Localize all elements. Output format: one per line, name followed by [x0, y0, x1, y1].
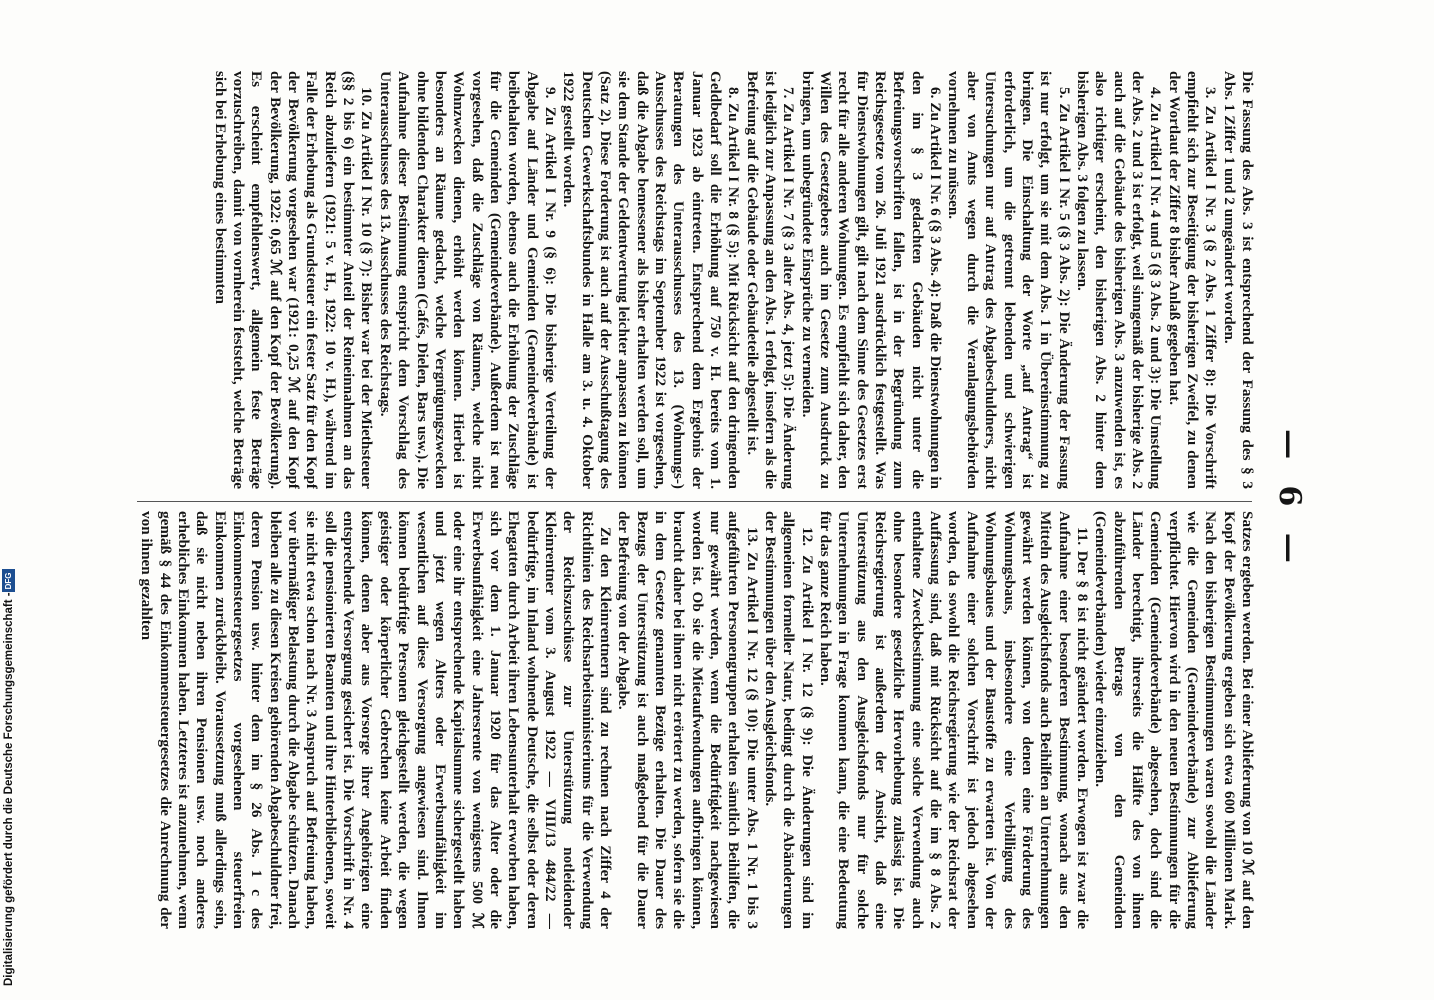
paragraph: 4. Zu Artikel I Nr. 4 und 5 (§ 3 Abs. 2 und 3): Die Umstellung der Abs. 2 und 3 ist erfolgt, weil sinngemäß der bisherige Abs. 2 auch auf die Gebäude des bisherigen Abs. 3 anzuwenden ist, es also richtiger erscheint, den bisherigen Abs. 2 hinter dem bisherigen Abs. 3 folgen zu lassen. — [1073, 71, 1165, 489]
page-number: — 6 — — [1272, 429, 1307, 571]
rotated-page-content — [127, 65, 1312, 935]
paragraph: 3. Zu Artikel I Nr. 3 (§ 2 Abs. 1 Ziffer 8): Die Vorschrift empfiehlt sich zur Beseitigung der bisherigen Zweifel, zu denen der Wortlaut der Ziffer 8 bisher Anlaß gegeben hat. — [1165, 71, 1220, 489]
text-column-right — [131, 511, 1256, 929]
text-column-left — [131, 71, 1256, 489]
paragraph: 10. Zu Artikel I Nr. 10 (§ 7): Bisher war bei der Miethsteuer (§§ 2 bis 6) ein bestimmter Anteil der Reineinnahmen an das Reich abzuliefern (1921: 5 v. H., 1922: 10 v. H.), während im Falle der Erhebung als Grundsteuer ein fester Satz für den Kopf der Bevölkerung vorgesehen war (1921: 0,25 ℳ auf den Kopf der Bevölkerung, 1922: 0,65 ℳ auf den Kopf der Bevölkerung). Es erscheint empfehlenswert, allgemein feste Beträge vorzuschreiben, damit von vornherein feststeht, welche Beträge sich bei Erhebung eines bestimmten — [211, 71, 376, 489]
paragraph: 9. Zu Artikel I Nr. 9 (§ 6): Die bisherige Verteilung der Abgabe auf Länder und Gemeinden (Gemeindeverbände) ist beibehalten worden, ebenso auch die Erhöhung der Zuschläge für die Gemeinden (Gemeindeverbände). Außerdem ist neu vorgesehen, daß die Zuschläge von Räumen, welche nicht Wohnzwecken dienen, erhöht werden können. Hierbei ist besonders an Räume gedacht, welche Vergnügungszwecken ohne bildenden Charakter dienen (Cafés, Dielen, Bars usw.). Die Aufnahme dieser Bestimmung entspricht dem Vorschlag des Unterausschusses des 13. Ausschusses des Reichstags. — [376, 71, 559, 489]
column-divider — [137, 501, 1252, 502]
paragraph: Die Fassung des Abs. 3 ist entsprechend der Fassung des § 3 Abs. 1 Ziffer 1 und 2 umgeändert worden. — [1220, 71, 1256, 489]
digitization-credit — [2, 565, 15, 986]
dfg-logo-icon: DFG — [2, 569, 15, 592]
paragraph: 5. Zu Artikel I Nr. 5 (§ 3 Abs. 2): Die Änderung der Fassung ist nur erfolgt, um sie mit dem Abs. 1 in Übereinstimmung zu bringen. Die Einschaltung der Worte „auf Antrag“ ist erforderlich, um die getrennt lebenden und schwierigen Untersuchungen nur auf Antrag des Abgabeschuldners, nicht aber von Amts wegen durch die Veranlagungsbehörden vornehmen zu müssen. — [945, 71, 1073, 489]
paragraph: 11. Der § 8 ist nicht geändert worden. Erwogen ist zwar die Aufnahme einer besonderen Bestimmung, wonach aus den Mitteln des Ausgleichsfonds auch Beihilfen an Unternehmungen gewährt werden können, von denen eine Förderung des Wohnungsbaus, insbesondere eine Verbilligung des Wohnungsbaues und der Baustoffe zu erwarten ist. Von der Aufnahme einer solchen Vorschrift ist jedoch abgesehen worden, da sowohl die Reichsregierung wie der Reichsrat der Auffassung sind, daß mit Rücksicht auf die im § 8 Abs. 2 enthaltene Zweckbestimmung eine solche Verwendung auch ohne besondere gesetzliche Hervorhebung zulässig ist. Die Reichsregierung ist außerdem der Ansicht, daß eine Unterstützung aus den Ausgleichsfonds nur für solche Unternehmungen in Frage kommen kann, die eine Bedeutung für das ganze Reich haben. — [817, 511, 1091, 929]
paragraph: 7. Zu Artikel I Nr. 7 (§ 3 alter Abs. 4, jetzt 5): Die Änderung ist lediglich zur Anpassung an den Abs. 1 erfolgt, insofern als die Befreiung auf die Gebäude oder Gebäudeteile abgestellt ist. — [743, 71, 798, 489]
paragraph: 6. Zu Artikel I Nr. 6 (§ 3 Abs. 4): Daß die Dienstwohnungen in den im § 3 gedachten Gebäuden nicht unter die Befreiungsvorschriften fallen, ist in der Begründung zum Reichsgesetze vom 26. Juli 1921 ausdrücklich festgestellt. Was für Dienstwohnungen gilt, gilt nach dem Sinne des Gesetzes erst recht für alle anderen Wohnungen. Es empfiehlt sich daher, den Willen des Gesetzgebers auch im Gesetze zum Ausdruck zu bringen, um unbegründete Einsprüche zu vermeiden. — [798, 71, 945, 489]
credit-text: Digitalisierung gefördert durch die Deutsche Forschungsgemeinschaft - — [2, 592, 15, 986]
paragraph: 12. Zu Artikel I Nr. 12 (§ 9): Die Änderungen sind im allgemeinen formeller Natur, bedingt durch die Abänderungen der Bestimmungen über den Ausgleichsfonds. — [762, 511, 816, 929]
paragraph: 8. Zu Artikel I Nr. 8 (§ 5): Mit Rücksicht auf den dringenden Geldbedarf soll die Erhöhung auf 750 v. H. bereits vom 1. Januar 1923 ab eintreten. Entsprechend dem Ergebnis der Beratungen des Unterausschusses des 13. (Wohnungs-) Ausschusses des Reichstags im September 1922 ist vorgesehen, daß die Abgabe bemessener als bisher erhalten werden soll, um sie dem Stande der Geldentwertung leichter anpassen zu können (Satz 2). Diese Forderung ist auch auf der Ausschußtagung des Deutschen Gewerkschaftsbundes in Halle am 3. u. 4. Oktober 1922 gestellt worden. — [560, 71, 743, 489]
paragraph: Zu den Kleinrentnern sind zu rechnen nach Ziffer 4 der Richtlinien des Reichsarbeitsministeriums für die Verwendung der Reichszuschüsse zur Unterstützung notleidender Kleinrentner vom 3. August 1922 — VIII/13 484/22 — bedürftige, im Inland wohnende Deutsche, die selbst oder deren Ehegatten durch Arbeit ihren Lebensunterhalt erworben haben, sich vor dem 1. Januar 1920 für das Alter oder die Erwerbsunfähigkeit eine Jahresrente von wenigstens 500 ℳ oder eine ihr entsprechende Kapitalsumme sichergestellt haben und jetzt wegen Alters oder Erwerbsunfähigkeit im wesentlichen auf diese Versorgung angewiesen sind. Ihnen können bedürftige Personen gleichgestellt werden, die wegen geistiger oder körperlicher Gebrechen keine Arbeit finden können, denen aber aus Vorsorge ihrer Angehörigen eine entsprechende Versorgung gesichert ist. Die Vorschrift in Nr. 4 soll die pensionierten Beamten und ihre Hinterbliebenen, soweit sie nicht etwa schon nach Nr. 3 Anspruch auf Befreiung haben, vor übermäßiger Belastung durch die Abgabe schützen. Danach bleiben alle zu diesen Kreisen gehörenden Abgabeschuldner frei, deren Pension usw. hinter dem im § 26 Abs. 1 c des Einkommensteuergesetzes vorgesehenen steuerfreien Einkommen zurückbleibt. Voraussetzung muß allerdings sein, daß sie nicht neben ihren Pensionen usw. noch anderes erhebliches Einkommen haben. Letzteres ist anzunehmen, wenn gemäß § 44 des Einkommensteuergesetzes die Anrechnung der von ihnen gezahlten — [138, 511, 614, 929]
paragraph: Satzes ergeben werden. Bei einer Ablieferung von 10 ℳ auf den Kopf der Bevölkerung ergeben sich etwa 600 Millionen Mark. Nach den bisherigen Bestimmungen waren sowohl die Länder wie die Gemeinden (Gemeindeverbände) zur Ablieferung verpflichtet. Hiervon wird in den neuen Bestimmungen für die Gemeinden (Gemeindeverbände) abgesehen, doch sind die Länder berechtigt, ihrerseits die Hälfte des von ihnen abzuführenden Betrags von den Gemeinden (Gemeindeverbänden) wieder einzuziehen. — [1092, 511, 1256, 929]
paragraph: 13. Zu Artikel I Nr. 12 (§ 10): Die unter Abs. 1 Nr. 1 bis 3 aufgeführten Personengruppen erhalten sämtlich Beihilfen, die nur gewährt werden, wenn die Bedürftigkeit nachgewiesen worden ist. Ob sie die Mietaufwendungen aufbringen können, braucht daher bei ihnen nicht erörtert zu werden, sofern sie die in dem Gesetze genannten Bezüge erhalten. Die Dauer des Bezugs der Unterstützung ist auch maßgebend für die Dauer der Befreiung von der Abgabe. — [615, 511, 761, 929]
